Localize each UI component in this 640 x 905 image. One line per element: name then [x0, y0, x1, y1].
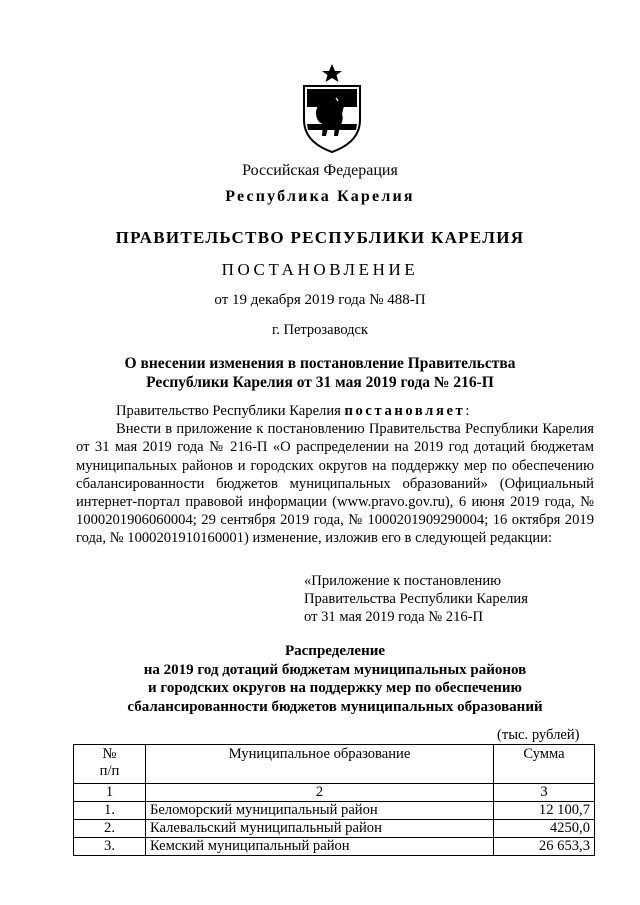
distribution-title: Распределение: [284, 643, 386, 659]
republic-title: Республика Карелия: [225, 188, 415, 205]
table-column-numbers-row: [74, 784, 595, 802]
row-number: 3.: [74, 838, 146, 856]
appendix-line-1: «Приложение к постановлению: [304, 573, 502, 589]
document-body: [76, 402, 594, 548]
table-row: [74, 802, 595, 820]
document-subject: [90, 354, 550, 392]
government-title: ПРАВИТЕЛЬСТВО РЕСПУБЛИКИ КАРЕЛИЯ: [115, 228, 525, 247]
column-number-1: 1: [74, 784, 146, 802]
subject-line-1: О внесении изменения в постановление Правительства: [124, 355, 516, 372]
appendix-note: [304, 572, 604, 627]
distribution-line-3: сбалансированности бюджетов муниципальных образований: [127, 698, 543, 715]
document-date: от 19 декабря 2019 года № 488-П: [214, 292, 426, 308]
appendix-line-3: от 31 мая 2019 года № 216-П: [304, 609, 484, 626]
row-sum: 26 653,3: [494, 838, 595, 856]
appendix-line-2: Правительства Республики Карелия: [304, 591, 528, 608]
row-municipality: Калевальский муниципальный район: [146, 820, 494, 838]
body-lead-text: Правительство Республики Карелия: [116, 403, 345, 419]
document-city: г. Петрозаводск: [271, 322, 369, 338]
table-row: [74, 820, 595, 838]
body-lead-colon: :: [465, 403, 470, 419]
coat-of-arms-icon: [298, 62, 366, 154]
row-number: 1.: [74, 802, 146, 820]
subject-line-2: Республики Карелия от 31 мая 2019 года № 216-П: [146, 374, 494, 391]
row-municipality: Беломорский муниципальный район: [146, 802, 494, 820]
header-cell-sum: Сумма: [494, 745, 595, 784]
column-number-2: 2: [146, 784, 494, 802]
distribution-heading: [76, 642, 594, 716]
column-number-3: 3: [494, 784, 595, 802]
distribution-line-1: на 2019 год дотаций бюджетам муниципальных районов: [143, 661, 527, 678]
row-municipality: Кемский муниципальный район: [146, 838, 494, 856]
distribution-line-2: и городских округов на поддержку мер по обеспечению: [147, 680, 522, 696]
row-number: 2.: [74, 820, 146, 838]
federation-title: Российская Федерация: [242, 162, 398, 179]
header-cell-municipality: Муниципальное образование: [146, 745, 494, 784]
header-cell-number: № п/п: [74, 745, 146, 784]
table-row: [74, 838, 595, 856]
table-header-row: [74, 745, 595, 784]
table-units: (тыс. рублей): [497, 727, 580, 743]
row-sum: 12 100,7: [494, 802, 595, 820]
body-paragraph: Внести в приложение к постановлению Правительства Республики Карелия от 31 мая 2019 года № 216-П «О распределении на 2019 год дотаций бюджетам муниципальных районов и городских округов на поддержку мер по обеспечению сбалансированности бюджетов муниципальных образований» (Официальный интернет-портал правовой информации (www.pravo.gov.ru), 6 июня 2019 года, № 1000201906060004; 29 сентября 2019 года, № 1000201909290004; 16 октября 2019 года, № 1000201910160001) изменение, изложив его в следующей редакции:: [76, 421, 594, 547]
body-lead: [76, 402, 594, 420]
distribution-table: [73, 744, 595, 856]
row-sum: 4250,0: [494, 820, 595, 838]
document-type: ПОСТАНОВЛЕНИЕ: [221, 260, 419, 279]
body-resolves: постановляет: [344, 403, 466, 419]
